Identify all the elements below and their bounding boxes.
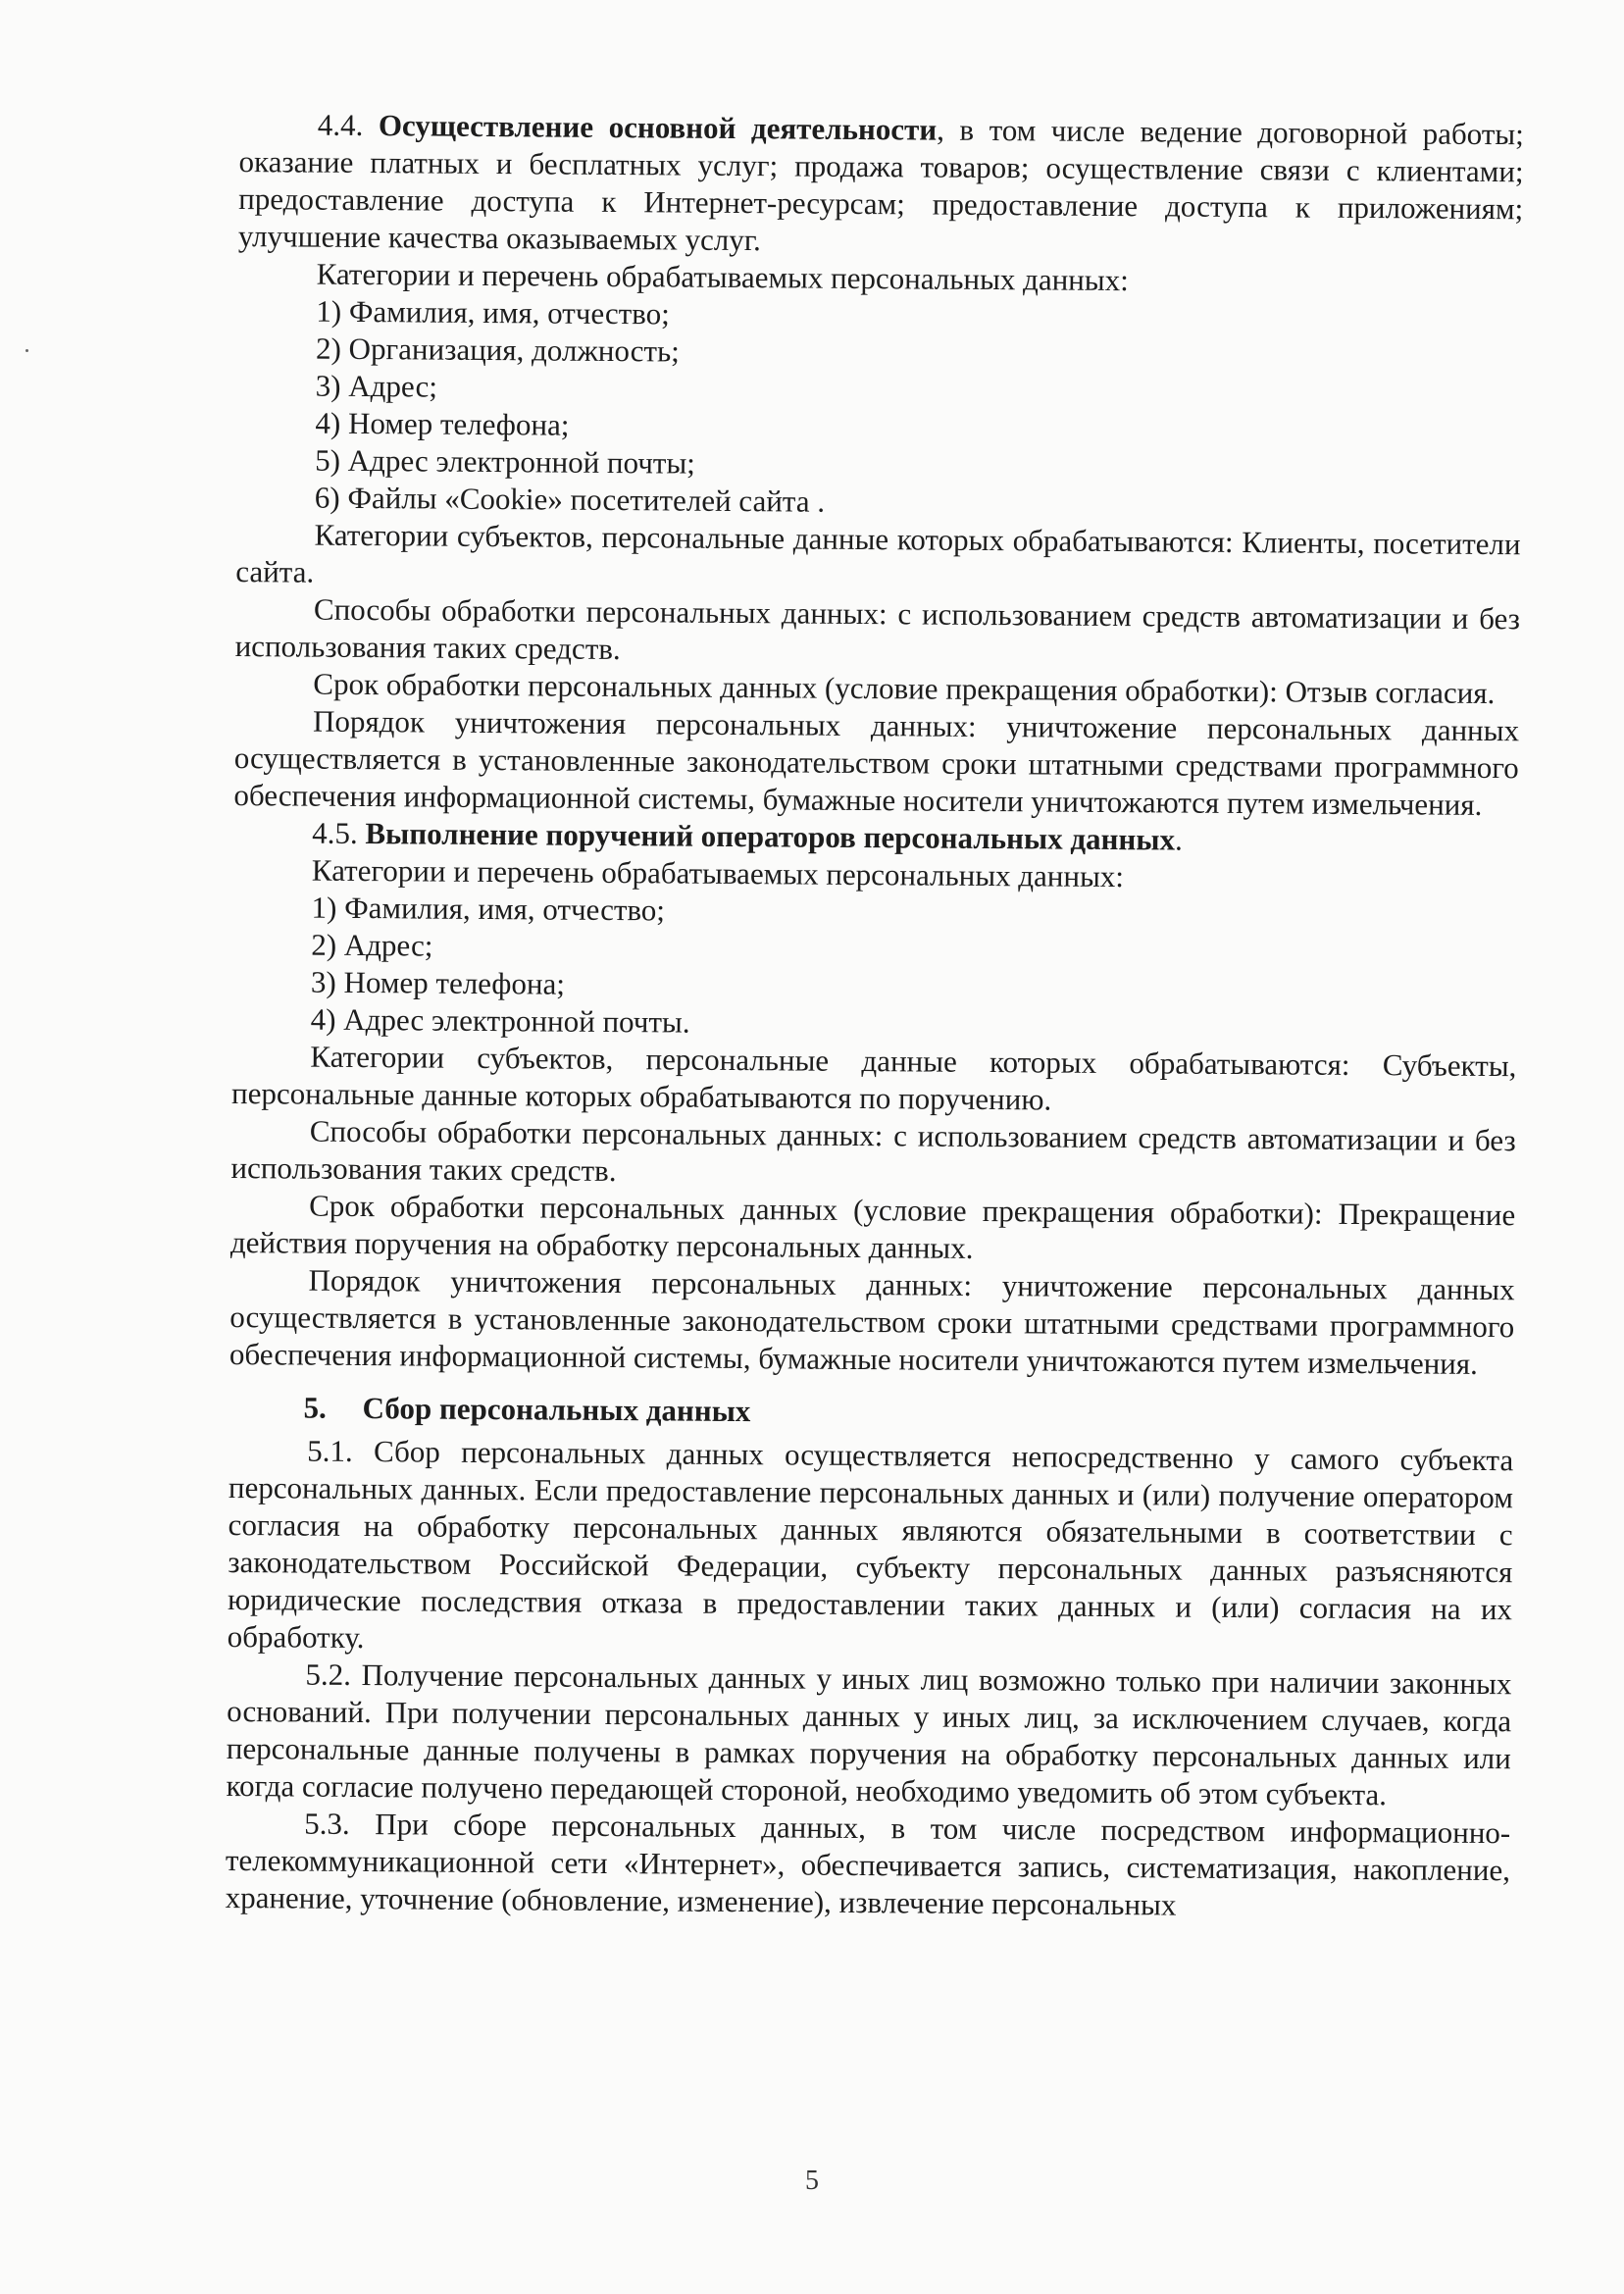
section-4-4-item: 3) Адрес; (315, 368, 438, 404)
section-4-5-number: 4.5. (312, 815, 358, 850)
section-4-4-subjects: Категории субъектов, персональные данные которых обрабатываются: Клиенты, посетители сайта. (235, 517, 1521, 589)
section-4-5-item: 4) Адрес электронной почты. (310, 1001, 690, 1040)
section-4-5-item: 1) Фамилия, имя, отчество; (311, 890, 666, 928)
scan-speck (25, 349, 28, 352)
section-4-5-title: Выполнение поручений операторов персональных данных (365, 816, 1176, 857)
section-4-4-term: Срок обработки персональных данных (условие прекращения обработки): Отзыв согласия. (313, 666, 1496, 711)
section-5-3: 5.3. При сборе персональных данных, в том числе посредством информационно-телекоммуникационной сети «Интернет», обеспечивается запись, систематизация, накопление, хранение, уточнение (обновление, изменение), извлечение персональных (225, 1806, 1511, 1922)
section-5-1: 5.1. Сбор персональных данных осуществляется непосредственно у самого субъекта персональных данных. Если предоставление персональных данных и (или) получение оператором согласия на обработку персональных данных являются обязательными в соответствии с законодательством Российской Федерации, субъекту персональных данных разъясняются юридические последствия отказа в предоставлении таких данных и (или) согласия на их обработку. (227, 1433, 1514, 1656)
section-5-2: 5.2. Получение персональных данных у иных лиц возможно только при наличии законных оснований. При получении персональных данных у иных лиц, за исключением случаев, когда персональные данные получены в рамках поручения на обработку персональных данных или когда согласие получено передающей стороной, необходимо уведомить об этом субъекта. (226, 1657, 1512, 1812)
section-4-5-methods: Способы обработки персональных данных: с использованием средств автоматизации и без использования таких средств. (230, 1113, 1516, 1189)
section-4-4-destruction: Порядок уничтожения персональных данных: уничтожение персональных данных осуществляется в установленные законодательством сроки штатными средствами программного обеспечения информационной системы, бумажные носители уничтожаются путем измельчения. (233, 703, 1520, 822)
section-4-5-item: 3) Номер телефона; (310, 964, 566, 1001)
section-4-4-intro (238, 106, 1524, 265)
section-4-5-term: Срок обработки персональных данных (условие прекращения обработки): Прекращение действия поручения на обработку персональных данных. (229, 1188, 1516, 1265)
page-number: 5 (805, 2166, 819, 2196)
section-5-number: 5. (303, 1390, 327, 1425)
section-5-title: Сбор персональных данных (362, 1391, 751, 1429)
section-5-heading (228, 1389, 1513, 1436)
section-4-4-item: 6) Файлы «Cookie» посетителей сайта . (314, 480, 826, 519)
section-4-4-item: 4) Номер телефона; (315, 405, 570, 442)
section-4-5-title-end: . (1174, 822, 1183, 857)
section-4-4-number: 4.4. (317, 107, 364, 142)
section-4-4-categories-intro: Категории и перечень обрабатываемых персональных данных: (316, 256, 1129, 298)
document-body (226, 106, 1524, 1926)
section-4-5-subjects: Категории субъектов, персональные данные которых обрабатываются: Субъекты, персональные данные которых обрабатываются по поручению. (230, 1039, 1517, 1117)
section-4-5-item: 2) Адрес; (311, 927, 433, 963)
section-4-5-categories-intro: Категории и перечень обрабатываемых персональных данных: (311, 852, 1125, 894)
section-4-4-purpose: , в том числе ведение договорной работы; оказание платных и бесплатных услуг; продажа товаров; осуществление связи с клиентами; предоставление доступа к Интернет-ресурсам; предоставление доступа к приложениям; улучшение качества оказываемых услуг. (237, 112, 1524, 258)
section-4-4-methods: Способы обработки персональных данных: с использованием средств автоматизации и без использования таких средств. (234, 591, 1521, 667)
section-4-4-item: 1) Фамилия, имя, отчество; (316, 293, 670, 331)
section-4-4-title: Осуществление основной деятельности (378, 108, 938, 147)
section-4-4-item: 5) Адрес электронной почты; (315, 442, 696, 481)
section-4-4-item: 2) Организация, должность; (315, 331, 680, 369)
section-4-5-destruction: Порядок уничтожения персональных данных: уничтожение персональных данных осуществляется в установленные законодательством сроки штатными средствами программного обеспечения информационной системы, бумажные носители уничтожаются путем измельчения. (228, 1262, 1515, 1381)
